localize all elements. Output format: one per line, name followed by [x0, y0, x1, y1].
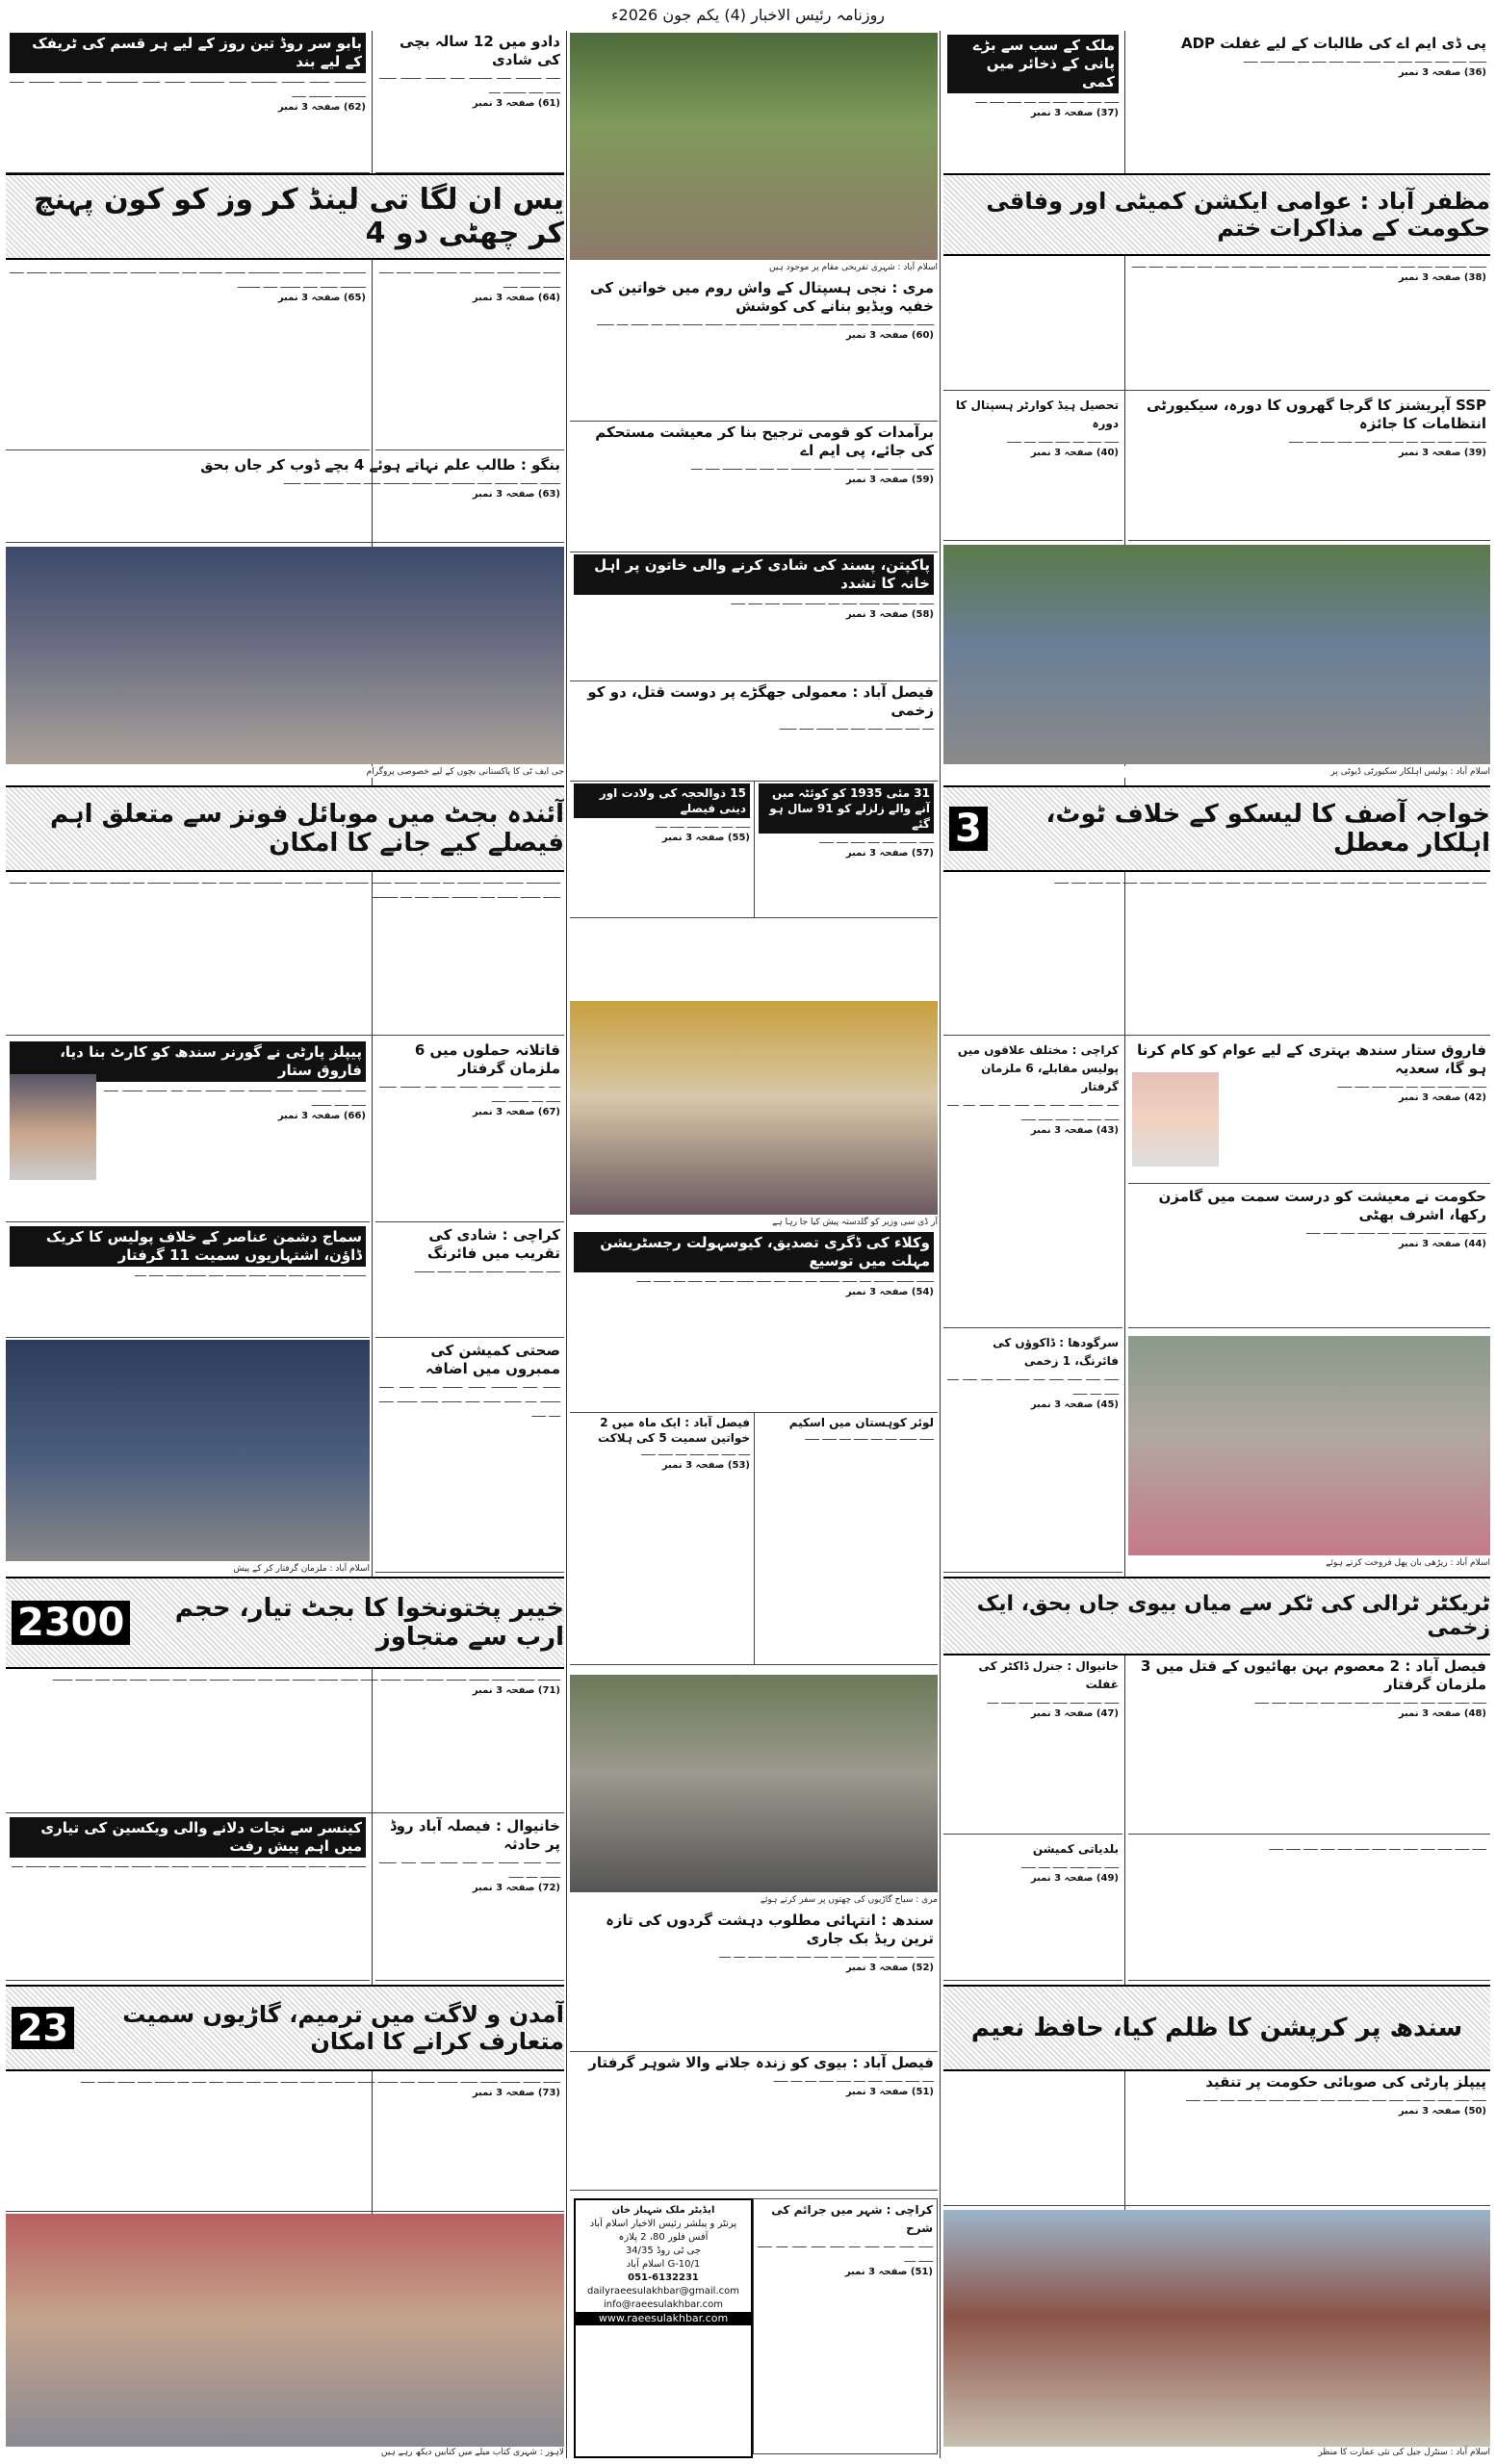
page-reference: (52) صفحہ 3 نمبر: [845, 1963, 934, 1973]
masthead: روزنامہ رئیس الاخبار (4) یکم جون 2026ء: [610, 6, 886, 24]
news-item: [754, 782, 938, 917]
news-item: [570, 782, 754, 917]
page-reference: (55) صفحہ 3 نمبر: [661, 833, 750, 843]
column-1-section: [6, 262, 370, 450]
address-line: آفس فلور 80، 2 پلازہ: [618, 2232, 709, 2243]
news-item: [943, 1838, 1122, 1981]
article-body: ــــــ ـــــــ ـــــــ ــــ ـــــ ـــــــ ـــــ ـــــ ـــــــ ــــــ ــــ ــــــ ـــــــ ـــــ ــــ ــــــ ــــ ــــــ: [597, 318, 934, 328]
page-reference: (61) صفحہ 3 نمبر: [472, 98, 560, 109]
column-5-section: [1128, 1838, 1490, 1981]
headline: خانیوال : فیصلہ آباد روڈ پر حادثہ: [389, 1817, 560, 1853]
article-body: ــــــ ــــــ ـــــ ـــــ ـــــ ــــ ـــــ ـــــ ـــــ ــــ ـــــ ــــ ــــ: [719, 1950, 934, 1961]
photo-caption: آر ڈی سی وزیر کو گلدستہ پیش کیا جا رہا ہے: [570, 1217, 938, 1228]
news-item-pair: [570, 1413, 938, 1665]
news-item: [375, 262, 564, 450]
photo-ceremony: [570, 1001, 938, 1215]
headline: پی ڈی ایم اے کی طالبات کے لیے غفلت ADP: [1181, 35, 1486, 52]
headline: 15 ذوالحجہ کی ولادت اور دینی فیصلے: [574, 783, 750, 818]
article-body: ـــــ ـــــ ــــ ـــــ ــــ ـــــ ـــــ ـــــ ــــ ـــــ ـــــ ــــ: [758, 2240, 933, 2265]
news-item: [570, 277, 938, 422]
news-item: [6, 262, 370, 450]
article-body: ــــــ ــــــ ـــــــ ــــــ ــــــ ـــــــ ــــــ ـــــ ـــــــ ــــــ ـــــــ ـــــ ـــــ ــــــ ـــــ ـــــ ــــــ ـــــ ـــــ ــــ ـــــــ ـــــ ــــــ ــــــ ـــــ: [80, 2075, 560, 2086]
page-reference: (51) صفحہ 3 نمبر: [845, 2087, 934, 2097]
banner-headline: [6, 1985, 564, 2071]
news-item: [1128, 1040, 1490, 1184]
banner-number: 2300: [12, 1601, 130, 1645]
news-item: [375, 1815, 564, 1981]
headline: پیپلز پارٹی نے گورنر سندھ کو کارٹ بنا دیا، فاروق ستار: [10, 1041, 366, 1082]
page-reference: (58) صفحہ 3 نمبر: [845, 609, 934, 620]
photo-caption: اسلام آباد : ریڑھی بان پھل فروخت کرتے ہوئے: [1128, 1557, 1490, 1569]
article-body: ـــــ ــــــ ــــ ــــ ـــــ ــــ ـــــ ـــــ: [805, 1432, 934, 1443]
banner-text: یس ان لگا تی لینڈ کر وز کو کون پہنچ کر چھٹی دو 4: [33, 183, 564, 250]
news-item: [943, 256, 1490, 391]
headline: کراچی : شادی کی تقریب میں فائرنگ: [426, 1226, 560, 1262]
photo-traffic: [570, 1675, 938, 1892]
headline: وکلاء کی ڈگری تصدیق، کیوسہولت رجسٹریشن مہلت میں توسیع: [574, 1232, 934, 1272]
photo-caption: اسلام آباد : ملزمان گرفتار کر کے پیش: [6, 1563, 370, 1575]
photo-caption: لاہور : شہری کتاب میلے میں کتابیں دیکھ رہے ہیں: [6, 2447, 564, 2458]
news-item: [570, 1230, 938, 1413]
publisher-line: پرنٹر و پبلشر رئیس الاخبار اسلام آباد: [589, 2219, 737, 2229]
news-item-pair: [570, 782, 938, 918]
portrait-photo: [10, 1074, 96, 1180]
headline: SSP آپریشنز کا گرجا گھروں کا دورہ، سیکیورٹی انتظامات کا جائزہ: [1147, 397, 1486, 432]
article-body: ــــــ ـــــ ـــــ ـــــ ـــــ ــــ ـــــ ـــــ ــــــ ــــ ـــــ ـــــ ـــــ ـــــ ـــــ ـــــ ـــــ ـــــ ــــ ـــــ ـــــ: [1131, 260, 1486, 270]
article-body: ــــ ـــــ ــــ ـــــ ــــ ـــــ ـــــ: [641, 1448, 750, 1458]
article-body: ـــــ ـــــ ــــ ـــــ ـــــ ــــ ـــــ: [1007, 435, 1119, 446]
page-reference: (51) صفحہ 3 نمبر: [844, 2267, 933, 2277]
page-reference: (63) صفحہ 3 نمبر: [472, 489, 560, 500]
banner-text: ٹریکٹر ٹرالی کی ٹکر سے میاں بیوی جاں بحق، ایک زخمی: [976, 1592, 1490, 1640]
banner-number: 3: [949, 807, 988, 851]
column-2-section: [375, 262, 564, 450]
page-reference: (64) صفحہ 3 نمبر: [472, 293, 560, 303]
column-rule: [566, 31, 567, 2458]
news-item: [6, 454, 564, 543]
news-item: [1128, 395, 1490, 541]
article-body: ـــــ ـــــ ـــــ ـــــ ـــــ ـــــ ــــ ـــــ ـــــ ـــــ ــــ ـــــ ـــــ ـــــ: [1254, 1696, 1486, 1707]
headline: لوئر کوہستان میں اسکیم: [788, 1416, 934, 1429]
banner-text: مظفر آباد : عوامی ایکشن کمیٹی اور وفاقی حکومت کے مذاکرات ختم: [986, 188, 1490, 242]
column-3-box: [753, 2198, 938, 2454]
article-body: ــــــــ ــــــ ــــــــ ـــــــ ـــــــ ــــــ ـــــــ ـــــــ ــــــ ــــــ ـــــــ ــــــــ ـــــ ـــــ ــــــــ ـــــــ ــــــ ـــــ ـــــــ ــــــ ـــــ ـــــ ــــــ ـــــــ: [52, 1673, 560, 1683]
news-item: [943, 1040, 1122, 1328]
page-reference: (48) صفحہ 3 نمبر: [1398, 1708, 1486, 1719]
page-reference: (49) صفحہ 3 نمبر: [1030, 1873, 1119, 1884]
headline: سماج دشمن عناصر کے خلاف پولیس کا کریک ڈاؤن، اشتہاریوں سمیت 11 گرفتار: [10, 1226, 366, 1267]
page-reference: (66) صفحہ 3 نمبر: [277, 1111, 366, 1121]
column-2-section: [375, 1040, 564, 1222]
website-link[interactable]: www.raeesulakhbar.com: [576, 2312, 751, 2325]
column-4-section: [943, 1838, 1122, 1981]
article-body: ـــــ ـــــ ـــــ ــــ ـــــ ـــــ ـــــ ــــ ـــــ ـــــ ـــــ ــــ ـــــ ـــــ ــــ ـــــ ـــــ ـــــ ـــــ ـــــ ـــــ ـــــ ـــــ ـــــ ـــــ ـــــ: [1054, 876, 1486, 886]
news-item: [6, 872, 564, 1036]
headline: کراچی : مختلف علاقوں میں پولیس مقابلے، 6 ملزمان گرفتار: [957, 1043, 1119, 1093]
headline: کراچی : شہر میں جرائم کی شرح: [771, 2203, 933, 2235]
page-reference: (72) صفحہ 3 نمبر: [472, 1883, 560, 1893]
column-4-section: [943, 1040, 1122, 1328]
email-address[interactable]: dailyraeesulakhbar@gmail.com: [587, 2286, 739, 2297]
banner-headline: [6, 785, 564, 872]
headline: سندھ : انتہائی مطلوب دہشت گردوں کی تازہ ترین ریڈ بک جاری: [606, 1912, 934, 1947]
news-item: [375, 1340, 564, 1573]
headline: سرگودھا : ڈاکوؤں کی فائرنگ، 1 زخمی: [993, 1336, 1119, 1368]
banner-text: سندھ پر کرپشن کا ظلم کیا، حافظ نعیم: [970, 2014, 1463, 2042]
photo-caption: مری : سیاح گاڑیوں کی چھتوں پر سفر کرتے ہوئے: [570, 1894, 938, 1906]
news-item: [6, 1224, 370, 1338]
page-reference: (59) صفحہ 3 نمبر: [845, 475, 934, 485]
article-body: ـــــ ـــــ ـــــ ـــــ ـــــ ـــــ ـــــ ــــ: [987, 1696, 1119, 1707]
news-item: [943, 872, 1490, 1036]
article-body: ــــــ ــــــــ ـــــ ـــــ ـــــــ ــــــ ـــــــ ــــ ـــــ ــــ ـــــــ ـــــ ــــ: [690, 462, 934, 473]
headline: کینسر سے نجات دلانے والی ویکسین کی تیاری میں اہم پیش رفت: [10, 1817, 366, 1858]
news-item: [570, 422, 938, 552]
photo-arrest: [6, 1340, 370, 1561]
headline: پاکپتن، پسند کی شادی کرنے والی خاتون پر اہل خانہ کا تشدد: [574, 554, 934, 595]
imprint-box: [574, 2198, 753, 2458]
column-5-section: [1128, 1040, 1490, 1184]
column-4-section: [943, 1332, 1122, 1573]
banner-headline: [6, 173, 564, 260]
headline: فیصل آباد : 2 معصوم بہن بھائیوں کے قتل میں 3 ملزمان گرفتار: [1140, 1657, 1486, 1693]
column-1-section: [6, 1224, 370, 1338]
email-address[interactable]: info@raeesulakhbar.com: [603, 2299, 724, 2310]
news-item: [570, 1413, 754, 1664]
page-reference: (57) صفحہ 3 نمبر: [845, 848, 934, 859]
news-item: [1128, 1186, 1490, 1328]
column-2-section: [375, 1815, 564, 1981]
article-body: ــــــ ـــــ ـــــــــ ــــــ ـــــــ ــــــ ـــــ ـــــ ـــــــ ــــ ــــــ ــــــ ـــــ ـــــــ ــــــ ـــــــ ـــــ ــــ ـــــ: [379, 1380, 560, 1420]
article-body: ــــــ ـــــ ـــــ ــــــ ـــــ ــــ ــــــ ـــــ ـــــ ـــــ ــــ ــــــ ـــــ ـــــ: [1243, 55, 1486, 65]
banner-text: خیبر پختونخوا کا بجٹ تیار، حجم ارب سے متجاوز: [174, 1594, 564, 1652]
banner-headline: [943, 1577, 1490, 1656]
article-body: ــــــ ــــــ ــــــ ـــــ ــــــــ ـــــ ـــــ ــــــ ــــــ ــــــ ـــــ ـــــــ ـــــ ــــ ــــــ ـــــ ــــ ـــــــ ــــ: [12, 1860, 366, 1870]
page-reference: (53) صفحہ 3 نمبر: [661, 1460, 750, 1471]
column-3-bottom: [570, 1910, 938, 2193]
banner-text: آمدن و لاگت میں ترمیم، گاڑیوں سمیت متعارف کرانے کا امکان: [122, 2001, 564, 2055]
page-reference: (37) صفحہ 3 نمبر: [1030, 108, 1119, 118]
headline: دادو میں 12 سالہ بچی کی شادی: [400, 33, 560, 68]
photo-police: [943, 545, 1490, 764]
banner-text: خواجہ آصف کا لیسکو کے خلاف ٹوٹ، اہلکار معطل: [1045, 800, 1490, 858]
column-4-section: [943, 395, 1122, 541]
news-item: [570, 1910, 938, 2052]
article-body: ــــــ ــــــ ـــــــ ــــ ـــــ ـــــــ ــــ ـــــ ــــ ـــــ ــــــ ـــــ ــــ ـــــ ــــ ــــــ ـــــ: [636, 1274, 934, 1285]
address-line: جی ٹی روڈ 34/35: [625, 2246, 702, 2256]
photo-caption: اسلام آباد : سنٹرل جیل کی نئی عمارت کا منظر: [943, 2447, 1490, 2458]
article-body: ـــــ ـــــ ـــــ ـــــ ــــ ـــــ ـــــ ـــــ ـــــ: [1337, 1080, 1486, 1091]
article-body: ـــــ ـــــ ـــــ ـــــ ــــ ـــــ ـــــ ــــ ـــــ ــــ ـــــ ــــ ـــــ: [947, 1373, 1119, 1398]
banner-number: 23: [12, 2007, 74, 2049]
photo-building: [943, 2210, 1490, 2447]
page-reference: (62) صفحہ 3 نمبر: [277, 102, 366, 113]
column-4-5-section: [943, 256, 1490, 391]
page-reference: (36) صفحہ 3 نمبر: [1398, 67, 1486, 78]
column-1-section: [6, 872, 564, 1036]
article-body: ـــــ ــــ ــــ ـــــ ـــــ ـــــ ــــ ــــــ ـــــ ـــــ ـــــ: [1305, 1226, 1486, 1237]
headline: پیپلز پارٹی کی صوبائی حکومت پر تنقید: [1205, 2073, 1486, 2091]
page-reference: (67) صفحہ 3 نمبر: [472, 1107, 560, 1117]
column-rule: [940, 31, 941, 2458]
photo-caption: اسلام آباد : پولیس اہلکار سکیورٹی ڈیوٹی پر: [943, 766, 1490, 778]
article-body: ــــ ـــــ ــــــ ـــــ ــــ ـــــ ـــــ ــــ ــــ ـــــ: [773, 2074, 934, 2085]
page-reference: (60) صفحہ 3 نمبر: [845, 330, 934, 341]
page-reference: (40) صفحہ 3 نمبر: [1030, 448, 1119, 458]
headline: 31 مئی 1935 کو کوئٹہ میں آنے والے زلزلے کو 91 سال ہو گئے: [759, 783, 934, 834]
article-body: ـــــ ـــــ ـــــ ــــ ـــــ ـــــ ـــــ ـــــ ـــــ ـــــ ـــــ ـــــ ـــــ ــــ ـــــ ـــــ ـــــ ـــــ: [1186, 2093, 1486, 2104]
article-body: ـــــ ـــــ ـــــــ ــــــ ـــــ ــــ ـــــ ـــــــ: [414, 1265, 560, 1275]
photo-students: [6, 547, 564, 764]
headline: مری : نجی ہسپتال کے واش روم میں خواتین کی خفیہ ویڈیو بنانے کی کوشش: [590, 279, 934, 315]
column-4-5-section: [943, 872, 1490, 1036]
news-item: [375, 1040, 564, 1222]
article-body: ـــــــ ـــــــ ـــــــ ــــــ ــــــــ ـــــ ـــــــ ـــــ ــــ ـــــــ ـــــــ ـــــ ـــــ ـــــ ـــــــ: [104, 1084, 366, 1109]
banner-headline: [943, 785, 1490, 872]
news-item: [1128, 1838, 1490, 1981]
news-item: [943, 1656, 1122, 1835]
news-item: [6, 1040, 370, 1222]
column-5-section: [1128, 1656, 1490, 1835]
banner-headline: [6, 1577, 564, 1669]
headline: فیصل آباد : بیوی کو زندہ جلانے والا شوہر گرفتار: [588, 2054, 934, 2071]
column-5-section: [1128, 1186, 1490, 1328]
photo-caption: جی ایف ٹی کا پاکستانی بچوں کے لیے خصوصی پروگرام: [6, 766, 564, 778]
page-reference: (43) صفحہ 3 نمبر: [1030, 1125, 1119, 1136]
news-item: [6, 1815, 370, 1981]
article-body: ــــــ ــــــــ ــــــ ـــــــ ــــ ـــــــ ـــــــ ـــــ ـــــ ــــــ ـــــــ ـــــ: [379, 266, 560, 291]
column-4-5-section: [943, 2071, 1490, 2206]
page-reference: (39) صفحہ 3 نمبر: [1398, 448, 1486, 458]
headline: قاتلانہ حملوں میں 6 ملزمان گرفتار: [414, 1041, 560, 1077]
article-body: ــــــــــــ ــــــ ـــــــ ــــــــ ــــ ـــــــ ــــــــ ـــــــ ــــــــ ــــــ ــــــ ــــــ ــــــــــ ـــــ ـــــ ـــــ ـــــــــ ــــــــ ــــ ـــــــ ــــــ ـــــ ـــــــ ــــــ ــــــ ــــــ ـــــــ ـــــــ ـــــ ـــــــــ ــــــ ـــــ ــــ ـــــــــ: [10, 876, 560, 901]
headline: خانیوال : جنرل ڈاکٹر کی غفلت: [978, 1659, 1119, 1691]
column-1-section: [6, 454, 564, 543]
news-item: [6, 31, 370, 173]
portrait-photo: [1132, 1072, 1219, 1167]
column-1-section: [6, 2071, 564, 2212]
news-item: [570, 552, 938, 681]
page-reference: (38) صفحہ 3 نمبر: [1398, 272, 1486, 283]
news-item: [570, 2052, 938, 2191]
photo-caption: اسلام آباد : شہری تفریحی مقام پر موجود ہیں: [570, 262, 938, 273]
page-reference: (71) صفحہ 3 نمبر: [472, 1685, 560, 1696]
column-1-section: [6, 1040, 370, 1222]
headline: ملک کے سب سے بڑے پانی کے ذخائر میں کمی: [947, 35, 1119, 93]
article-body: ــــ ـــــ ـــــ ـــــ ــــ ـــــ ــــ ـــــ ــــ ــــ ـــــ ـــــ ــــ ـــــ ـــــ ـــــ: [947, 1098, 1119, 1123]
column-2-section: [375, 1224, 564, 1338]
column-4-section: [943, 1656, 1122, 1835]
news-item: [943, 395, 1122, 541]
photo-book-fair: [6, 2214, 564, 2447]
article-body: ــــ ــــــ ـــــــ ــــــ ــــــ ـــــ ــــ ـــــــ ــــــ ـــــ ــــ ـــــــ ـــــ: [379, 1080, 560, 1105]
column-1-section: [6, 1815, 370, 1981]
page-reference: (47) صفحہ 3 نمبر: [1030, 1708, 1119, 1719]
news-item: [943, 1332, 1122, 1573]
headline: بابو سر روڈ تین روز کے لیے ہر قسم کی ٹریفک کے لیے بند: [10, 33, 366, 73]
news-item: [375, 1224, 564, 1338]
article-body: ـــــ ـــــ ــــــ ـــــــ ـــــ ــــ ـــــــ ـــــــ ـــــ ـــــ ـــــ: [731, 597, 934, 607]
page-reference: (54) صفحہ 3 نمبر: [845, 1287, 934, 1297]
photo-vendor: [1128, 1336, 1490, 1555]
news-item: [754, 1413, 938, 1664]
headline: فیصل آباد : معمولی جھگڑے پر دوست قتل، دو کو زخمی: [587, 683, 934, 719]
column-5-section: [1128, 395, 1490, 541]
photo-park: [570, 33, 938, 260]
column-2-section: [375, 1340, 564, 1573]
news-item: [943, 2071, 1490, 2206]
headline: بنگو : طالب علم نہاتے ہوئے 4 بچے ڈوب کر جاں بحق: [200, 456, 560, 474]
news-item: [570, 681, 938, 782]
article-body: ــــــــ ـــــ ــــــ ـــــ ــــــ ــــــ ـــــــ ـــــ ـــــــ ــــــ ـــــ ــــ: [134, 1269, 366, 1279]
article-body: ـــــــ ــــــ ــــــــ ـــــ ــــــــ ـــــ ـــــــ ـــــــــ ــــــ ـــــ ـــــــ ــــــ ــــــ: [283, 476, 560, 487]
column-1-section: [6, 1669, 564, 1813]
headline: تحصیل ہیڈ کوارٹر ہسپتال کا دورہ: [955, 398, 1119, 430]
article-body: ـــــ ــــــ ـــــ ــــ ـــــ ــــ ـــــ: [819, 835, 934, 846]
banner-text: آئندہ بجٹ میں موبائل فونز سے متعلق اہم فیصلے کیے جانے کا امکان: [50, 800, 564, 858]
headline: بلدیاتی کمیشن: [1032, 1842, 1119, 1856]
headline: فیصل آباد : ایک ماہ میں 2 خواتین سمیت 5 کی ہلاکت: [598, 1416, 750, 1445]
page-reference: (73) صفحہ 3 نمبر: [472, 2088, 560, 2098]
headline: برآمدات کو قومی ترجیح بنا کر معیشت مستحکم کی جائے، پی ایم اے: [595, 424, 934, 459]
headline: صحتی کمیشن کی ممبروں میں اضافہ: [425, 1342, 560, 1377]
page-reference: (50) صفحہ 3 نمبر: [1398, 2106, 1486, 2117]
editor-name: ایڈیٹر ملک شہباز خان: [611, 2205, 715, 2216]
page-reference: (65) صفحہ 3 نمبر: [277, 293, 366, 303]
article-body: ـــــ ــــ ـــــ ـــــ ـــــ ــــ: [656, 820, 750, 831]
banner-headline: [943, 173, 1490, 256]
phone-number: 051-6132231: [628, 2272, 699, 2283]
article-body: ـــــ ـــــ ـــــ ـــــ ــــ ـــــ: [1021, 1861, 1119, 1871]
page-reference: (45) صفحہ 3 نمبر: [1030, 1399, 1119, 1410]
article-body: ـــــ ـــــــــ ـــــ ــــــــ ـــــ ـــــــ ـــــــ ــــــ ـــــ ـــــ ــــــــ ــــ: [379, 71, 560, 96]
page-reference: (42) صفحہ 3 نمبر: [1398, 1092, 1486, 1103]
news-item: [375, 31, 564, 173]
article-body: ـــــ ـــــ ـــــ ـــــ ــــ ــــ ـــــ ـــــ ــــ: [975, 95, 1119, 106]
article-body: ــــــــ ـــــ ــــــ ـــــــ ـــــــــــ ـــــــ ــــــــ ـــــ ـــــــ ـــــــــ ـــــ ـــــــ ــــــــ ــــ ـــــــ ـــــ ـــــــــ ــــــ ـــــ ـــــــ ـــــ ــــــــ: [10, 266, 366, 291]
news-item: [753, 2198, 938, 2454]
page-reference: (44) صفحہ 3 نمبر: [1398, 1239, 1486, 1249]
article-body: ـــــ ـــــ ـــــ ـــــ ـــــ ــــ ـــــ ـــــ ـــــ ـــــ ـــــ ـــــ ـــــ: [1269, 1842, 1486, 1853]
headline: حکومت نے معیشت کو درست سمت میں گامزن رکھا، اشرف بھٹی: [1158, 1188, 1486, 1223]
news-item: [6, 2071, 564, 2212]
article-body: ــــ ـــــ ــــــ ـــــ ـــــ ــــ ــــــ ـــــ ــــــ: [779, 722, 934, 732]
address-line: G-10/1 اسلام آباد: [626, 2259, 701, 2270]
news-item: [6, 1669, 564, 1813]
headline: فاروق ستار سندھ بہتری کے لیے عوام کو کام کرنا ہو گا، سعدیہ: [1137, 1041, 1486, 1077]
news-item: [1128, 1656, 1490, 1835]
article-body: ـــــ ــــــ ـــــــ ــــ ـــــ ــــــ ـــــ ـــــ ــــــ ـــــــ ــــ ـــــ: [379, 1856, 560, 1881]
article-body: ـــــ ـــــ ـــــ ـــــ ــــ ـــــ ـــــ ـــــ ـــــ ـــــ ــــ ـــــ: [1289, 435, 1486, 446]
banner-headline: [943, 1985, 1490, 2071]
article-body: ـــــــــــ ـــــــ ــــــــ ـــــــــ ــــــ ــــــــــــ ـــــــ ــــــ ـــــــــــ ـــــ ــــــــ ـــــــــ ـــــ ـــــــــــ ــــــــ ـــــ: [10, 75, 366, 100]
